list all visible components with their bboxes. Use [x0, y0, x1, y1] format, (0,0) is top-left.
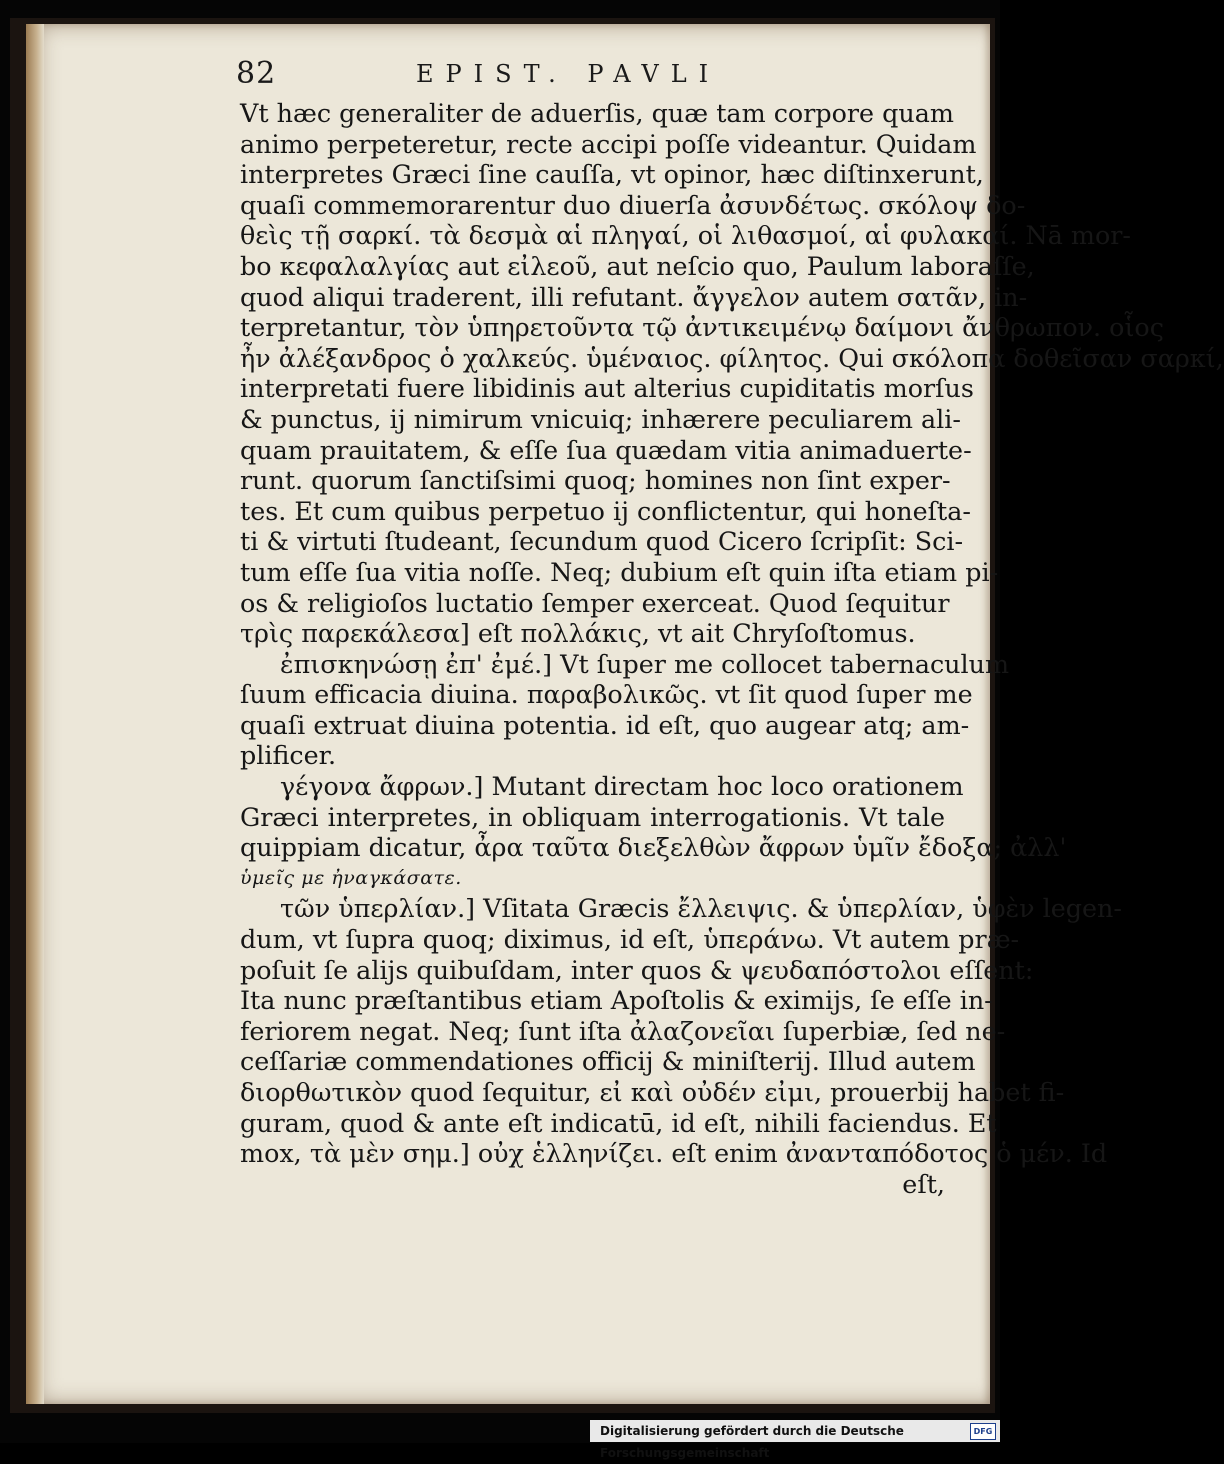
text-line: terpretantur, τὸν ὑπηρετοῦντα τῷ ἀντικειμένῳ δαίμονι ἄνθρωπον. οἷος [240, 312, 1164, 343]
text-line: ſuum efficacia diuina. παραβολικῶς. vt ſit quod ſuper me [240, 679, 973, 710]
text-line: quippiam dicatur, ἆρα ταῦτα διεξελθὼν ἄφρων ὑμῖν ἔδοξα; ἀλλ' [240, 832, 1067, 863]
text-line: ti & virtuti ſtudeant, ſecundum quod Cicero ſcripſit: Sci- [240, 526, 964, 557]
text-line: & punctus, ij nimirum vnicuiq; inhærere peculiarem ali- [240, 403, 961, 434]
text-line: quaſi extruat diuina potentia. id eſt, quo augear atq; am- [240, 709, 970, 740]
text-line: os & religioſos luctatio ſemper exerceat. Quod ſequitur [240, 587, 950, 618]
text-line: mox, τὰ μὲν σημ.] οὐχ ἑλληνίζει. eſt enim ἀνανταπόδοτος ὁ μέν. Id [240, 1138, 1108, 1169]
text-line: διορθωτικὸν quod ſequitur, εἰ καὶ οὐδέν εἰμι, prouerbij habet fi- [240, 1077, 1065, 1107]
text-line: τῶν ὑπερλίαν.] Vſitata Græcis ἔλλειψις. & ὑπερλίαν, ὑφὲν legen- [280, 893, 1122, 924]
text-line: poſuit ſe alijs quibuſdam, inter quos & ψευδαπόστολοι eſſent: [240, 954, 1034, 985]
text-line: feriorem negat. Neq; ſunt iſta ἀλαζονεῖαι ſuperbiæ, ſed ne- [240, 1015, 1006, 1046]
text-line: eſt, [902, 1168, 945, 1199]
text-line: Græci interpretes, in obliquam interrogationis. Vt tale [240, 801, 945, 832]
text-line: runt. quorum ſanctiſsimi quoq; homines non ſint exper- [240, 465, 951, 496]
text-line: quam prauitatem, & eſſe ſua quædam vitia animaduerte- [240, 434, 972, 465]
page-gutter [26, 24, 44, 1404]
text-line: γέγονα ἄφρων.] Mutant directam hoc loco orationem [280, 771, 964, 802]
text-line: bo κεφαλαλγίας aut εἰλεοῦ, aut neſcio quo, Paulum laboraſſe, [240, 250, 1035, 281]
text-line: quod aliqui traderent, illi refutant. ἄγγελον autem σατᾶν, in- [240, 281, 1028, 312]
text-line: Vt hæc generaliter de aduerſis, quæ tam corpore quam [240, 98, 954, 128]
page-number: 82 [236, 56, 277, 91]
body-text [240, 98, 1224, 1199]
text-line: tes. Et cum quibus perpetuo ij conflictentur, qui honeſta- [240, 495, 971, 526]
page-header [236, 56, 796, 100]
text-line: τρὶς παρεκάλεσα] eſt πολλάκις, vt ait Chryſoſtomus. [240, 618, 916, 649]
digitization-credit [590, 1420, 1000, 1460]
text-line: guram, quod & ante eſt indicatū, id eſt, nihili faciendus. Et [240, 1107, 997, 1138]
text-line: dum, vt ſupra quoq; diximus, id eſt, ὑπεράνω. Vt autem præ- [240, 924, 1020, 955]
text-line: interpretati fuere libidinis aut alterius cupiditatis morſus [240, 373, 974, 404]
running-head: EPIST. PAVLI [416, 60, 721, 88]
text-line: interpretes Græci ſine cauſſa, vt opinor, hæc diſtinxerunt, [240, 159, 984, 190]
text-line: quaſi commemorarentur duo diuerſa ἀσυνδέτως. σκόλοψ δο- [240, 189, 1026, 220]
text-line: animo perpeteretur, recte accipi poſſe videantur. Quidam [240, 128, 977, 159]
text-line: plificer. [240, 740, 337, 771]
text-line: ceſſariæ commendationes officij & miniſterij. Illud autem [240, 1046, 976, 1077]
text-line: ἦν ἀλέξανδρος ὁ χαλκεύς. ὑμέναιος. φίλητος. Qui σκόλοπα δοθεῖσαν σαρκί, [240, 342, 1224, 373]
dfg-logo-icon: DFG [970, 1423, 996, 1440]
text-line: ἐπισκηνώσῃ ἐπ' ἐμέ.] Vt ſuper me collocet tabernaculum [280, 648, 1010, 679]
text-line: Ita nunc præſtantibus etiam Apoſtolis & eximijs, ſe eſſe in- [240, 985, 993, 1016]
text-line: ὑμεῖς με ἠναγκάσατε. [240, 866, 462, 889]
text-line: tum eſſe ſua vitia noſſe. Neq; dubium eſt quin iſta etiam pi- [240, 556, 999, 587]
text-line: θεὶς τῇ σαρκί. τὰ δεσμὰ αἱ πληγαί, οἱ λιθασμοί, αἱ φυλακαί. Nā mor- [240, 220, 1131, 251]
credit-text: Digitalisierung gefördert durch die Deutsche Forschungsgemeinschaft [600, 1424, 904, 1460]
